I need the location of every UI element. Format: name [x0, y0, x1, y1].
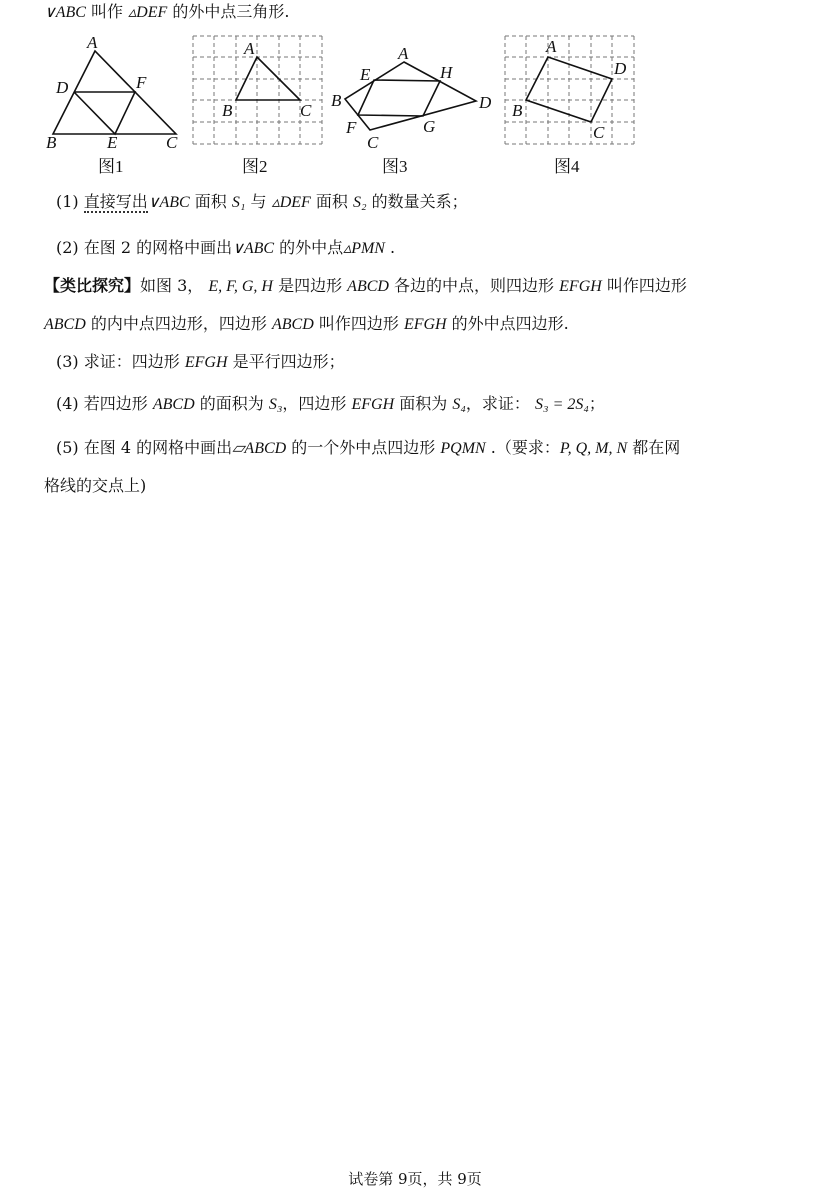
fig2-label-a: A [244, 39, 255, 58]
intro-text-b: 的外中点三角形. [167, 2, 290, 21]
fig3-label-g: G [423, 117, 436, 136]
q4-text-c: ，四边形 [282, 394, 352, 413]
q2-text-a: 在图 2 的网格中画出 [83, 238, 233, 257]
analogy-text-c: 各边的中点，则四边形 [388, 276, 560, 295]
q5-text-d: 都在网 [627, 438, 681, 457]
fig1-label-f: F [136, 73, 147, 92]
q1-text-d: 面积 [310, 192, 353, 211]
figure-2-grid [193, 36, 322, 144]
q5-text-a: 在图 4 的网格中画出 [83, 438, 233, 457]
analogy-abcd-3: ABCD [271, 316, 314, 333]
analogy-heading: 【类比探究】 [44, 276, 141, 295]
q1-number: (1) [56, 192, 79, 211]
q2-text-c: . [384, 238, 396, 257]
analogy-points: E, F, G, H [208, 278, 273, 295]
fig3-label-f: F [346, 118, 357, 137]
question-1 [56, 192, 468, 213]
q5-pqmn: PQMN [440, 440, 486, 457]
q1-text-e: 的数量关系； [366, 192, 468, 211]
figure-4-grid [505, 36, 634, 144]
question-5 [56, 438, 680, 459]
analogy-text-d: 叫作四边形 [601, 276, 687, 295]
fig3-label-c: C [367, 133, 379, 152]
q4-text-a: 若四边形 [83, 394, 153, 413]
question-2 [56, 238, 395, 259]
intro-text-a: 叫作 [85, 2, 129, 21]
fig1-label-c: C [166, 133, 178, 152]
triangle-abc-symbol: ∨ABC [44, 4, 86, 21]
q5-number: (5) [56, 438, 79, 457]
fig1-label-a: A [87, 33, 98, 52]
caption-fig3: 图3 [382, 157, 408, 176]
fig3-label-b: B [331, 91, 342, 110]
q4-formula: S₃ = 2S₄ [535, 396, 589, 413]
q3-text-a: 求证：四边形 [83, 352, 185, 371]
fig2-label-c: C [300, 101, 312, 120]
q1-text-c: 与 [245, 192, 272, 211]
q3-number: (3) [56, 352, 79, 371]
q2-number: (2) [56, 238, 79, 257]
question-3 [56, 352, 345, 373]
q4-abcd: ABCD [152, 396, 195, 413]
q5-points: P, Q, M, N [559, 440, 628, 457]
q4-efgh: EFGH [351, 396, 395, 413]
fig1-label-b: B [46, 133, 57, 152]
q5-parallelogram: ▱ABCD [232, 440, 287, 457]
q1-triangle-def: ▵DEF [271, 194, 311, 211]
fig3-label-a: A [398, 44, 409, 63]
q1-triangle-abc: ∨ABC [147, 194, 190, 211]
fig4-label-b: B [512, 101, 523, 120]
fig4-label-d: D [614, 59, 627, 78]
figure-1 [53, 51, 176, 134]
analogy-text-f: 叫作四边形 [313, 314, 404, 333]
analogy-text-b: 是四边形 [272, 276, 348, 295]
q4-s3: S₃ [268, 396, 283, 413]
analogy-efgh: EFGH [559, 278, 602, 295]
analogy-line-1 [44, 276, 687, 297]
q4-number: (4) [56, 394, 79, 413]
fig2-label-b: B [222, 101, 233, 120]
q5-text-c: .（要求： [485, 438, 560, 457]
q3-efgh: EFGH [184, 354, 228, 371]
analogy-text-g: 的外中点四边形. [446, 314, 569, 333]
intro-line [44, 2, 289, 23]
caption-fig1: 图1 [98, 157, 124, 176]
analogy-text-e: 的内中点四边形，四边形 [85, 314, 272, 333]
triangle-def-symbol: ▵DEF [128, 4, 168, 21]
analogy-text-a: 如图 3， [140, 276, 204, 295]
q1-s2: S₂ [352, 194, 367, 211]
figures [0, 30, 830, 180]
q3-text-b: 是平行四边形； [227, 352, 345, 371]
analogy-efgh-2: EFGH [403, 316, 447, 333]
fig3-label-d: D [479, 93, 492, 112]
q4-s4: S₄ [452, 396, 466, 413]
caption-fig4: 图4 [554, 157, 580, 176]
fig1-label-e: E [107, 133, 118, 152]
analogy-line-2 [44, 314, 569, 335]
fig1-label-d: D [56, 78, 69, 97]
q2-text-b: 的外中点 [274, 238, 344, 257]
q4-text-f: ； [588, 394, 605, 413]
fig4-label-a: A [546, 37, 557, 56]
analogy-abcd-2: ABCD [44, 316, 86, 333]
q1-text-b: 面积 [189, 192, 232, 211]
q2-triangle-pmn: ▵PMN [343, 240, 385, 257]
fig3-label-h: H [440, 63, 453, 82]
question-4 [56, 394, 605, 415]
q1-text-a: 直接写出 [83, 192, 148, 211]
fig4-label-c: C [593, 123, 605, 142]
q4-text-d: 面积为 [394, 394, 453, 413]
page-footer: 试卷第 9页，共 9页 [348, 1170, 482, 1188]
q1-s1: S₁ [231, 194, 246, 211]
analogy-abcd: ABCD [347, 278, 389, 295]
caption-fig2: 图2 [242, 157, 268, 176]
q4-text-e: ，求证： [465, 394, 530, 413]
q2-triangle-abc: ∨ABC [232, 240, 275, 257]
q4-text-b: 的面积为 [194, 394, 269, 413]
fig3-label-e: E [360, 65, 371, 84]
question-5-line-2: 格线的交点上) [44, 476, 147, 495]
q5-text-b: 的一个外中点四边形 [286, 438, 441, 457]
